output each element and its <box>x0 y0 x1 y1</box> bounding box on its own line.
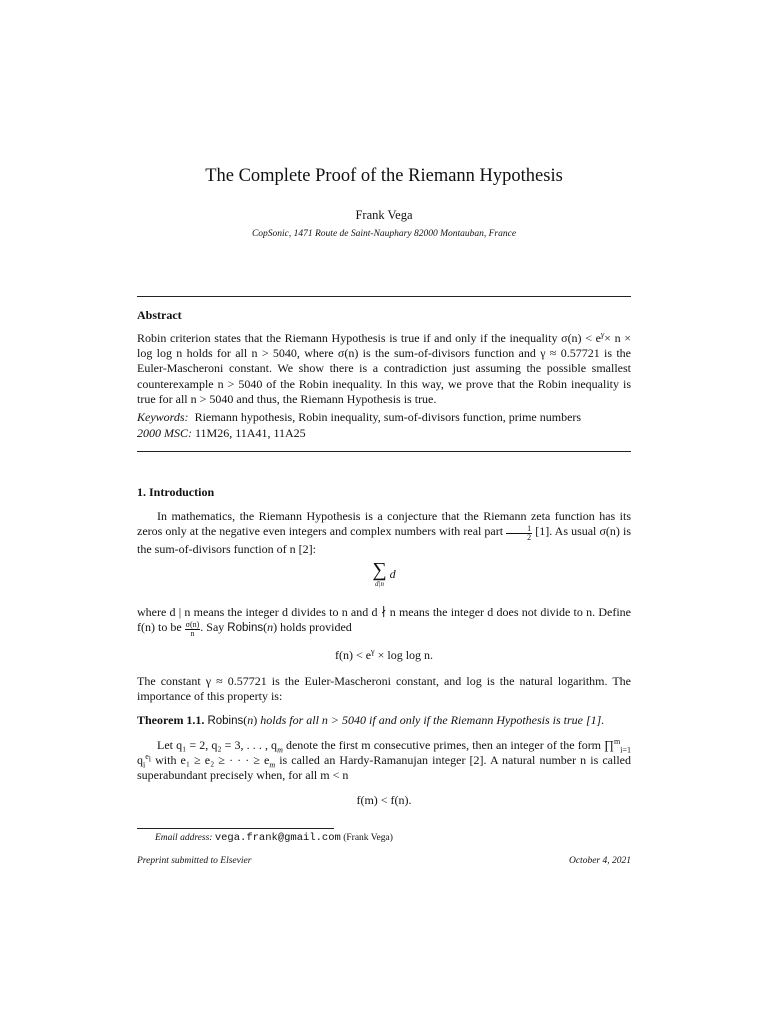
intro-heading: 1. Introduction <box>137 485 215 499</box>
superabundant-equation: f(m) < f(n). <box>356 793 412 807</box>
intro-p4-b: denote the first m consecutive primes, then an integer of the form <box>285 738 602 752</box>
intro-p1-b: [1]. As usual σ(n) is the sum-of-divisors function of n [2]: <box>137 524 632 557</box>
theorem-1-1: Theorem 1.1. Robins(n) holds for all n > 5040 if and only if the Riemann Hypothesis is true [1]. <box>137 713 605 727</box>
one-half-fraction: $\frac{1}{2}$ <box>506 525 532 542</box>
footnote <box>155 832 393 844</box>
eq-robin: f(n) < e <box>334 648 372 662</box>
intro-p4-a: Let q₁ = 2, q₂ = 3, . . . , q <box>157 738 278 752</box>
abstract-heading: Abstract <box>137 308 182 322</box>
paper-affiliation: CopSonic, 1471 Route de Saint-Nauphary 82000 Montauban, France <box>251 229 517 239</box>
theorem-text: holds for all n > 5040 if and only if the Riemann Hypothesis is true [1]. <box>260 713 605 727</box>
intro-paragraph-4: Let q₁ = 2, q₂ = 3, . . . , $q_m$ denote the first m consecutive primes, then an integer of the form ∏$^m_{i=1}$ $q_i^{e_i}$ with e₁ ≥ e₂ ≥ · · · ≥ $e_m$ is called an Hardy-Ramanujan integer [2]. A natural number n is called superabundant precisely when, for all m < n <box>137 737 632 783</box>
msc-text: 11M26, 11A41, 11A25 <box>195 426 306 440</box>
msc-line <box>137 426 631 441</box>
author-email[interactable]: vega.frank@gmail.com <box>214 832 341 844</box>
intro-paragraph-3: The constant γ ≈ 0.57721 is the Euler-Mascheroni constant, and log is the natural logarithm. The importance of this property is: <box>137 674 631 704</box>
msc-label: 2000 MSC: <box>137 426 192 440</box>
footnote-rule <box>137 828 334 829</box>
theorem-label: Theorem 1.1. <box>137 713 205 727</box>
keywords-line <box>137 410 631 425</box>
keywords-label: Keywords: <box>137 410 189 424</box>
robins-name-2: Robins <box>207 715 244 727</box>
abstract-bottom-rule <box>137 451 631 452</box>
intro-p2: where d | n means the integer d divides to n and d ∤ n means the integer d does not divide to n. Define f(n) to be <box>137 605 631 635</box>
abstract-body: Robin criterion states that the Riemann Hypothesis is true if and only if the inequality $\sigma(n) < e^\gamma\times n \times \log \log n$ holds for all n > 5040, where σ(n) is the sum-of-divisors function and γ ≈ 0.57721 is the Euler-Mascheroni constant. We show there is a contradiction just assuming the possible smallest counterexample n > 5040 of the Robin inequality. In this way, we prove that the Robin inequality is true for all n > 5040 and thus, the Riemann Hypothesis is true. <box>137 330 631 406</box>
intro-paragraph-1 <box>137 509 631 557</box>
intro-p2-b: . Say <box>200 620 225 635</box>
intro-p2-c: holds provided <box>280 620 352 635</box>
intro-p4-c: with e₁ ≥ e₂ ≥ · · · ≥ e <box>155 753 270 768</box>
intro-paragraph-2: where d | n means the integer d divides to n and d ∤ n means the integer d does not divide to n. Define f(n) to be $\frac{\sigma(n)}{n}$ . Say Robins(n) holds provided <box>137 605 631 639</box>
intro-p1-a: In mathematics, the Riemann Hypothesis is a conjecture that the Riemann zeta function has its zeros only at the negative even integers and complex numbers with real part <box>137 509 631 539</box>
keywords-text: Riemann hypothesis, Robin inequality, sum-of-divisors function, prime numbers <box>194 410 582 424</box>
robin-inequality-equation: $f(n) < e^\gamma \times \log \log n$. <box>334 647 434 662</box>
abstract-top-rule <box>137 296 631 297</box>
sum-index: d|n <box>375 580 384 588</box>
sum-symbol: ∑ <box>372 559 387 581</box>
sum-divisors-equation: ∑ d|n d <box>372 559 396 588</box>
paper-title: The Complete Proof of the Riemann Hypothesis <box>205 166 563 186</box>
abstract-text-2: n × log log n holds for all n > 5040, where σ(n) is the sum-of-divisors function and γ ≈ 0.57721 is the Euler-Mascheroni constant. We show there is a contradiction just assuming the possible smallest counterexample n > 5040 of the Robin inequality. In this way, we prove that the Robin inequality is true for all n > 5040 and thus, the Riemann Hypothesis is true. <box>137 331 631 406</box>
footnote-label: Email address: <box>155 833 213 843</box>
footer-preprint: Preprint submitted to Elsevier <box>137 856 252 866</box>
eq-robin-tail: × log log n. <box>377 648 434 662</box>
footer-date: October 4, 2021 <box>568 856 631 866</box>
footnote-name: (Frank Vega) <box>343 833 393 843</box>
intro-p4-d: is called an Hardy-Ramanujan integer [2]. A natural number n is called superabundant precisely when, for all m < n <box>137 753 632 783</box>
paper-author: Frank Vega <box>355 208 413 222</box>
robins-name-1: Robins <box>227 622 264 635</box>
abstract-text-1: Robin criterion states that the Riemann Hypothesis is true if and only if the inequality σ(n) < e <box>137 331 601 345</box>
sigma-over-n-fraction: $\frac{\sigma(n)}{n}$ <box>185 620 200 639</box>
